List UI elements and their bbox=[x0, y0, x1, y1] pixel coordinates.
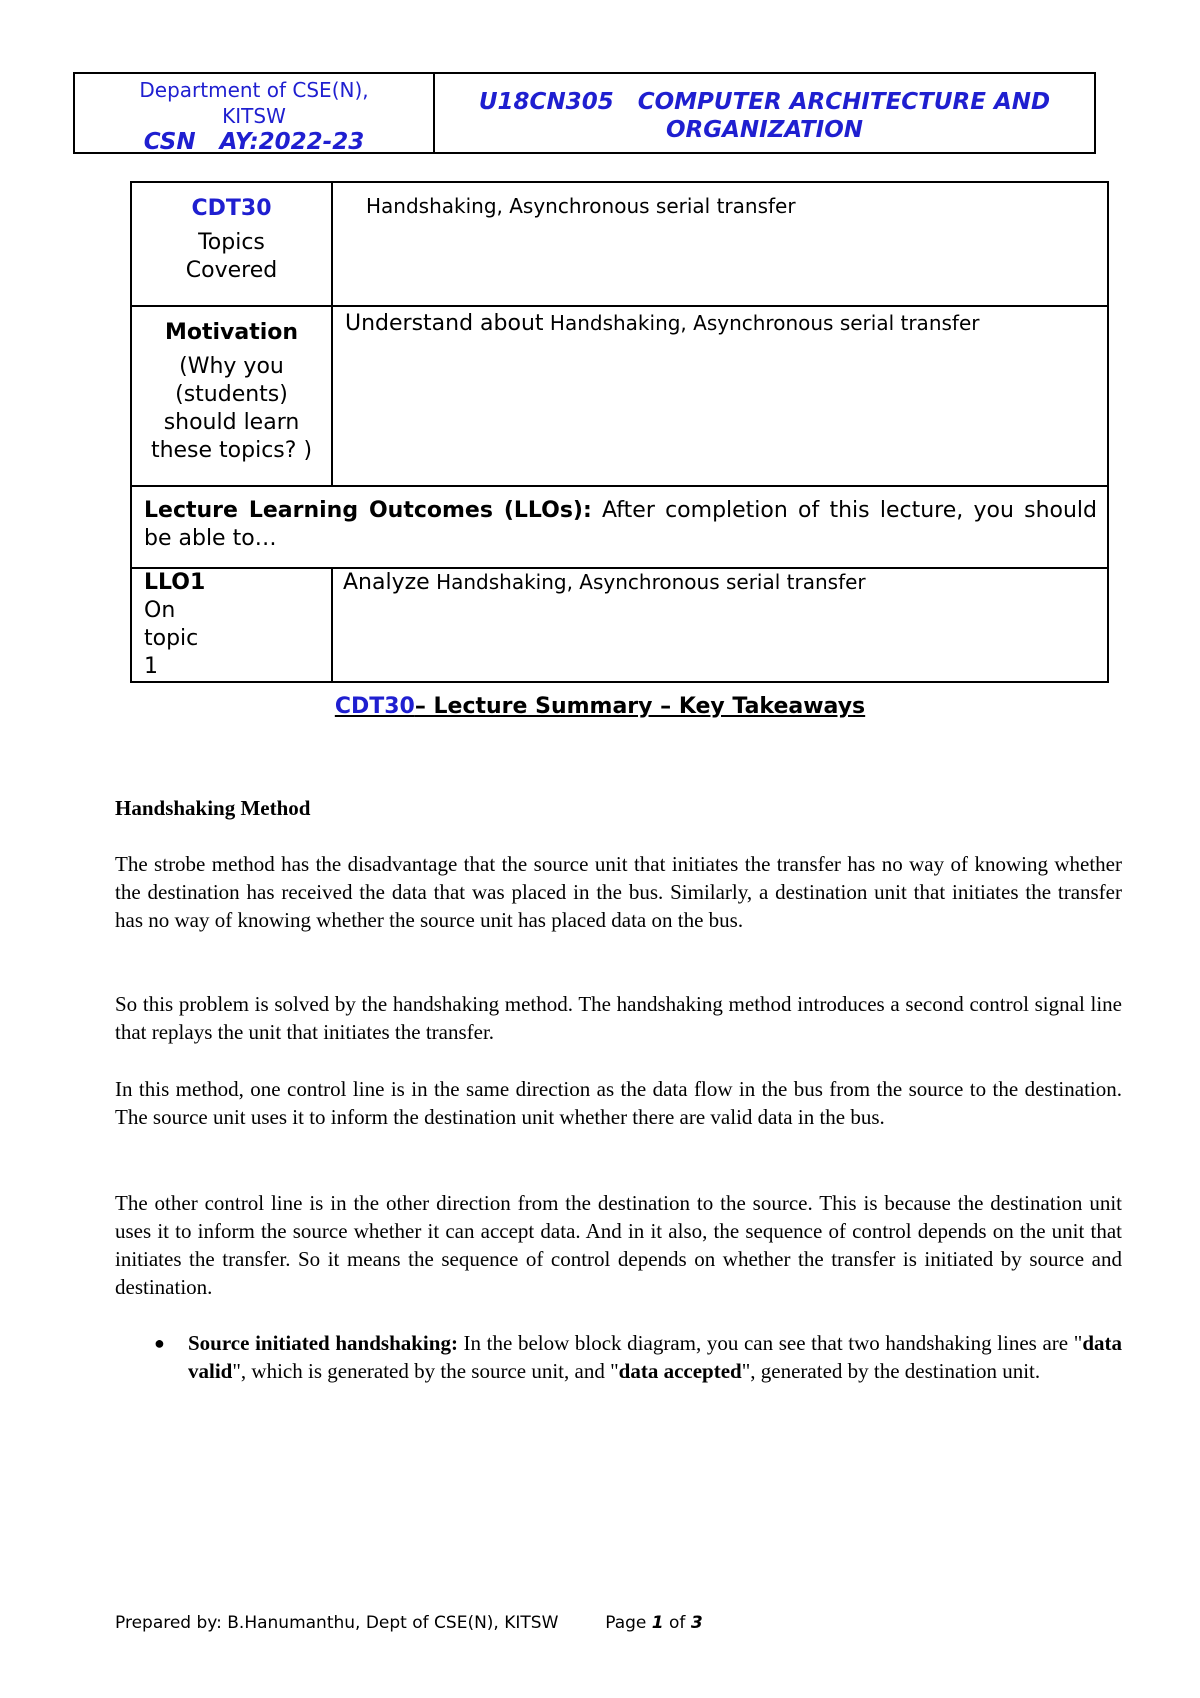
motivation-label-cell bbox=[131, 306, 332, 486]
llo-heading-row bbox=[131, 486, 1108, 568]
llo1-sub-1: On bbox=[144, 598, 176, 623]
cdt-code: CDT30 bbox=[191, 196, 272, 221]
llo1-sub-2: topic bbox=[144, 626, 199, 651]
llo1-prefix: Analyze bbox=[343, 570, 430, 595]
topics-value: Handshaking, Asynchronous serial transfer bbox=[366, 194, 796, 218]
motivation-row bbox=[131, 306, 1108, 486]
topics-row bbox=[131, 182, 1108, 306]
topic-info-table bbox=[130, 181, 1109, 683]
bullet-text: Source initiated handshaking: In the below block diagram, you can see that two handshaking lines are "data valid", which is generated by the source unit, and "data accepted", generated by the destination unit. bbox=[188, 1331, 1122, 1383]
motivation-value-cell bbox=[332, 306, 1108, 486]
llo1-value-cell bbox=[332, 568, 1108, 682]
llo1-label: LLO1 bbox=[144, 570, 206, 595]
motivation-prefix: Understand about bbox=[345, 311, 544, 336]
document-header bbox=[73, 72, 1096, 154]
paragraph-4: The other control line is in the other direction from the destination to the source. This is because the destination unit uses it to inform the source whether it can accept data. And in it also, the sequence of control depends on the unit that initiates the transfer. So it means the sequence of control depends on whether the transfer is initiated by source and destination. bbox=[115, 1191, 1122, 1299]
content-heading: Handshaking Method bbox=[115, 796, 311, 820]
department-name: Department of CSE(N), bbox=[139, 78, 369, 102]
summary-title-text: – Lecture Summary – Key Takeaways bbox=[414, 694, 866, 719]
llo1-label-cell bbox=[131, 568, 332, 682]
department-cell bbox=[75, 74, 435, 155]
llo1-value: Handshaking, Asynchronous serial transfer bbox=[436, 570, 866, 594]
page-total: 3 bbox=[690, 1613, 703, 1633]
academic-year: CSN AY:2022-23 bbox=[143, 129, 365, 155]
paragraph-2: So this problem is solved by the handshaking method. The handshaking method introduces a second control signal line that replays the unit that initiates the transfer. bbox=[115, 992, 1122, 1044]
page-footer bbox=[115, 1613, 703, 1633]
topics-label-1: Topics bbox=[198, 230, 265, 255]
motivation-sub-2: (students) bbox=[175, 382, 288, 407]
prepared-by: Prepared by: B.Hanumanthu, Dept of CSE(N), KITSW bbox=[115, 1613, 559, 1633]
summary-title bbox=[0, 694, 1200, 719]
topics-value-cell bbox=[332, 182, 1108, 306]
llo-heading-cell bbox=[131, 486, 1108, 568]
course-title-line2: ORGANIZATION bbox=[665, 117, 864, 143]
llo-heading-label: Lecture Learning Outcomes (LLOs): bbox=[144, 498, 592, 523]
llo1-sub-3: 1 bbox=[144, 654, 158, 679]
topics-label-cell bbox=[131, 182, 332, 306]
motivation-label: Motivation bbox=[164, 320, 299, 345]
course-title-line1: U18CN305 COMPUTER ARCHITECTURE AND bbox=[478, 89, 1051, 115]
motivation-sub-4: these topics? ) bbox=[150, 438, 313, 463]
institute-name: KITSW bbox=[222, 104, 286, 128]
bullet-item bbox=[150, 1329, 1122, 1385]
motivation-sub-3: should learn bbox=[163, 410, 300, 435]
llo1-row bbox=[131, 568, 1108, 682]
paragraph-3: In this method, one control line is in the same direction as the data flow in the bus from the source to the destination. The source unit uses it to inform the destination unit whether there are valid data in the bus. bbox=[115, 1077, 1122, 1129]
summary-code: CDT30 bbox=[334, 694, 415, 719]
motivation-sub-1: (Why you bbox=[179, 354, 284, 379]
topics-label-2: Covered bbox=[185, 258, 278, 283]
motivation-value: Handshaking, Asynchronous serial transfer bbox=[549, 311, 980, 335]
page-number: 1 bbox=[651, 1613, 664, 1633]
bullet-icon: ● bbox=[154, 1333, 165, 1353]
of-label: of bbox=[669, 1613, 686, 1633]
llo-heading-text: After completion of this lecture, you should be able to… bbox=[144, 498, 1098, 551]
page-label: Page bbox=[605, 1613, 647, 1633]
paragraph-1: The strobe method has the disadvantage that the source unit that initiates the transfer has no way of knowing whether the destination has received the data that was placed in the bus. Similarly, a destination unit that initiates the transfer has no way of knowing whether the source unit has placed data on the bus. bbox=[115, 852, 1122, 932]
course-title-cell bbox=[435, 74, 1094, 152]
